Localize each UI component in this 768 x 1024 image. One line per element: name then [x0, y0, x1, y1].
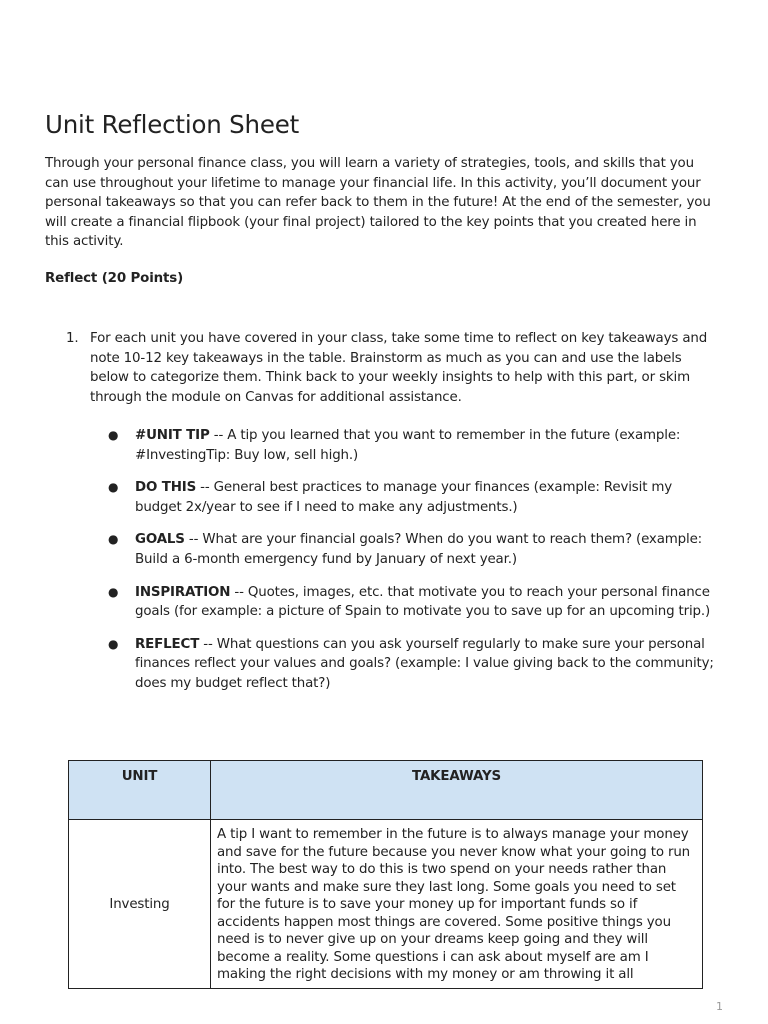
list-item	[108, 583, 718, 622]
unit-cell: Investing	[69, 820, 211, 989]
bullet-icon: ●	[108, 428, 119, 442]
list-item	[108, 426, 718, 465]
table-row	[69, 820, 703, 989]
section-heading: Reflect (20 Points)	[45, 271, 184, 286]
instruction-text: For each unit you have covered in your class, take some time to reflect on key takeaways and note 10-12 key takeaways in the table. Brainstorm as much as you can and use the labels below to categorize them. Think back to your weekly insights to help with this part, or skim through the module on Canvas for additional assistance.	[90, 331, 708, 405]
bullet-icon: ●	[108, 584, 119, 599]
table-header-row	[69, 761, 703, 820]
label-term: INSPIRATION	[135, 584, 231, 600]
label-list	[108, 426, 718, 707]
label-term: GOALS	[135, 532, 185, 548]
label-description: -- Quotes, images, etc. that motivate you to reach your personal finance goals (for example: a picture of Spain to motivate you to save up for an upcoming trip.)	[135, 584, 711, 620]
list-item	[108, 478, 718, 517]
label-description: -- A tip you learned that you want to remember in the future (example: #InvestingTip: Buy low, sell high.)	[135, 428, 681, 463]
takeaways-cell	[211, 820, 703, 989]
page-title: Unit Reflection Sheet	[45, 110, 299, 139]
takeaways-column-header: TAKEAWAYS	[211, 761, 703, 820]
unit-column-header: UNIT	[69, 761, 211, 820]
list-number: 1.	[66, 331, 79, 346]
bullet-icon: ●	[108, 532, 119, 547]
intro-paragraph: Through your personal finance class, you will learn a variety of strategies, tools, and skills that you can use throughout your lifetime to manage your financial life. In this activity, you’ll document your personal takeaways so that you can refer back to them in the future! At the end of the semester, you will create a financial flipbook (your final project) tailored to the key points that you created here in this activity.	[45, 156, 711, 250]
label-term: REFLECT	[135, 636, 200, 652]
label-term: #UNIT TIP	[135, 428, 210, 443]
numbered-instruction	[66, 329, 716, 407]
bullet-icon: ●	[108, 636, 119, 651]
label-description: -- General best practices to manage your finances (example: Revisit my budget 2x/year to see if I need to make any adjustments.)	[135, 480, 673, 515]
list-item	[108, 635, 718, 694]
label-description: -- What questions can you ask yourself regularly to make sure your personal finances reflect your values and goals? (example: I value giving back to the community; does my budget reflect that?)	[135, 636, 714, 691]
takeaways-text: A tip I want to remember in the future is to always manage your money and save for the future because you never know what your going to run into. The best way to do this is two spend on your needs rather than your wants and make sure they last long. Some goals you need to set for the future is to save your money up for important funds so if accidents happen most things are covered. Some positive things you need is to never give up on your dreams keep going and they will become a reality. Some questions i can ask about myself are am I making the right decisions with my money or am throwing it all	[217, 827, 691, 982]
page-number: 1	[716, 1000, 723, 1013]
list-item	[108, 530, 718, 569]
bullet-icon: ●	[108, 480, 119, 495]
label-term: DO THIS	[135, 480, 197, 496]
label-description: -- What are your financial goals? When do you want to reach them? (example: Build a 6-month emergency fund by January of next year.)	[135, 532, 703, 567]
takeaways-table	[68, 760, 703, 989]
